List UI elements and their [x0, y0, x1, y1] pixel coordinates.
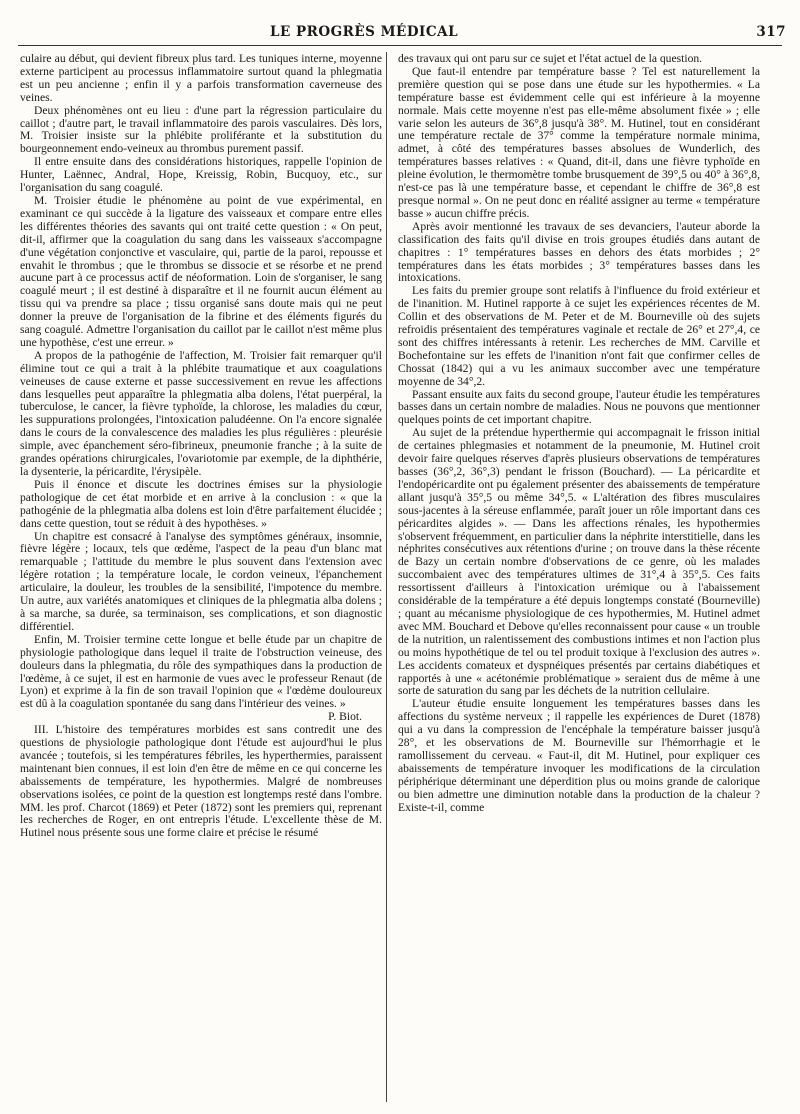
right-column	[398, 53, 760, 1105]
journal-title: LE PROGRÈS MÉDICAL	[270, 24, 459, 40]
column-divider	[386, 52, 387, 1102]
header-rule	[18, 45, 782, 46]
paragraph: Les faits du premier groupe sont relatifs à l'influence du froid extérieur et de l'inanition. M. Hutinel rapporte à ce sujet les expériences récentes de M. Collin et des observations de M. Peter et de M. Bourneville où des sujets refroidis présentaient des températures vaginale et rectale de 26° et 27°,4, ce sont des chiffres intéressants à retenir. Les recherches de MM. Carville et Bochefontaine sur les effets de l'inanition n'ont fait que confirmer celles de Chossat (1842) qui a vu les animaux succomber avec une température moyenne de 34°,2.	[398, 284, 760, 388]
paragraph: Deux phénomènes ont eu lieu : d'une part la régression particulaire du caillot ; d'autre part, le travail inflammatoire des parois vasculaires. Dès lors, M. Troisier insiste sur la phlébite proliférante et la substitution du bourgeonnement endo-veineux au thrombus purement passif.	[20, 103, 382, 156]
paragraph: Passant ensuite aux faits du second groupe, l'auteur étudie les températures basses dans un certain nombre de maladies. Nous ne pouvons que mentionner quelques points de cet important chapitre.	[398, 387, 760, 427]
paragraph: des travaux qui ont paru sur ce sujet et l'état actuel de la question.	[398, 53, 703, 65]
page-number: 317	[756, 24, 786, 40]
paragraph: L'auteur étudie ensuite longuement les températures basses dans les affections du système nerveux ; il rappelle les expériences de Duret (1878) qui a vu dans la compression de l'encéphale la température baisser jusqu'à 28°, et les observations de M. Bourneville sur l'hémorrhagie et le ramollissement du cerveau. « Faut-il, dit M. Hutinel, pour expliquer ces abaissements de température invoquer les modifications de la circulation périphérique déterminant une déperdition plus ou moins grande de calorique ou bien admettre une diminution notable dans la production de la chaleur ? Existe-t-il, comme	[398, 697, 760, 814]
running-header	[270, 24, 790, 42]
paragraph: Enfin, M. Troisier termine cette longue et belle étude par un chapitre de physiologie pathologique dans lequel il traite de l'obstruction veineuse, des douleurs dans la phlegmatia, du rôle des sympathiques dans la production de l'œdème, à ce sujet, il est en harmonie de vues avec le professeur Renaut (de Lyon) et exprime à la fin de son travail l'opinion que « l'œdème douloureux est dû à la coagulation spontanée du sang dans l'intérieur des veines. »	[20, 632, 382, 711]
paragraph: Il entre ensuite dans des considérations historiques, rappelle l'opinion de Hunter, Laënnec, Andral, Hope, Kreissig, Robin, Bucquoy, etc., sur l'organisation du sang coagulé.	[20, 155, 382, 195]
paragraph: Que faut-il entendre par température basse ? Tel est naturellement la première question qui se pose dans une étude sur les hypothermies. « La température basse est évidemment celle qui est inférieure à la moyenne normale. Mais cette moyenne n'est pas elle-même absolument fixée » ; elle varie selon les auteurs de 36°,8 jusqu'à 38°. M. Hutinel, tout en considérant une température rectale de 37° comme la température normale minima, admet, à côté des températures basses absolues de Wunderlich, des températures basses relatives : « Quand, dit-il, dans une fièvre typhoïde en pleine évolution, le thermomètre tombe brusquement de 39°,5 ou 40° à 36°,8, n'est-ce pas là une température basse, et cependant le chiffre de 36°,8 est presque normal ». On ne peut donc en réalité assigner au terme « température basse » aucun chiffre précis.	[398, 64, 760, 220]
paragraph: Un chapitre est consacré à l'analyse des symptômes généraux, insomnie, fièvre légère ; locaux, tels que œdème, l'aspect de la peau d'un blanc mat remarquable ; l'attitude du membre le plus souvent dans l'extension avec légère rotation ; la température locale, le cordon veineux, l'épanchement articulaire, la douleur, les troubles de la sensibilité, l'impotence du membre. Un autre, aux variétés anatomiques et cliniques de la phlegmatia alba dolens ; à sa marche, sa durée, sa terminaison, ses complications, et son diagnostic différentiel.	[20, 529, 382, 633]
section-paragraph: III. L'histoire des températures morbides est sans contredit une des questions de physiologie pathologique dont l'étude est aujourd'hui le plus avancée ; toutefois, si les températures fébriles, les hyperthermies, paraissent maintenant bien connues, il est loin d'en être de même en ce qui concerne les abaissements de température, les hypothermies. Malgré de nombreuses observations isolées, ce point de la question est longtemps resté dans l'ombre. MM. les prof. Charcot (1869) et Peter (1872) sont les premiers qui, reprenant les recherches de Roger, en ont entrepris l'étude. L'excellente thèse de M. Hutinel nous présente sous une forme claire et précise le résumé	[20, 723, 382, 840]
paragraph: Après avoir mentionné les travaux de ses devanciers, l'auteur aborde la classification des faits qu'il divise en trois groupes étudiés dans autant de chapitres : 1° températures basses en dehors des états morbides ; 2° températures dans les états morbides ; 3° températures basses dans les intoxications.	[398, 219, 760, 285]
author-signature: P. Biot.	[328, 710, 362, 724]
paragraph: Au sujet de la prétendue hyperthermie qui accompagnait le frisson initial de certaines phlegmasies et notamment de la pneumonie, M. Hutinel croit devoir faire quelques réserves d'après plusieurs observations de températures basses (36°,2, 36°,3) pendant le frisson (Bouchard). — La péricardite et l'endopéricardite ont pu également présenter des abaissements de température allant jusqu'à 35°,5 ou même 34°,5. « L'altération des fibres musculaires sous-jacentes à la séreuse enflammée, paraît jouer un rôle important dans ces péricardites algides ». — Dans les affections rénales, les hypothermies s'observent fréquemment, en particulier dans la néphrite interstitielle, dans les néphrites consécutives aux rétentions d'urine ; on trouve dans la thèse récente de Bazy un certain nombre d'observations de ce genre, où les malades succombaient avec des températures ultimes de 31°,4 à 35°,5. Ces faits ressortissent d'ailleurs à l'intoxication urémique ou à l'abaissement considérable de la température a été depuis longtemps constaté (Bourneville) ; quant au mécanisme physiologique de ces hypothermies, M. Hutinel admet avec MM. Bouchard et Debove qu'elles reconnaissent pour cause « un trouble de la nutrition, un ralentissement des combustions intimes et non l'action plus ou moins hypothétique de tel ou tel produit toxique à l'exclusion des autres ». Les accidents comateux et dyspnéiques présentés par certains diabétiques et rapportés à une « acétonémie problématique » seraient dus de même à une sorte de saturation du sang par les déchets de la nutrition cellulaire.	[398, 426, 760, 698]
paragraph: M. Troisier étudie le phénomène au point de vue expérimental, en examinant ce qui succède à la ligature des vaisseaux et compare entre elles les différentes théories des savants qui ont traité cette question : « On peut, dit-il, affirmer que la coagulation du sang dans les vaisseaux s'accompagne d'une végétation conjonctive et vasculaire, qui, partie de la paroi, repousse et envahit le thrombus ; que le thrombus se dissocie et se résorbe et ne prend aucune part à ce processus actif de néoformation. Loin de s'organiser, le sang coagulé meurt ; il est destiné à disparaître et il ne fournit aucun élément au tissu qui va prendre sa place ; tissu organisé sans doute mais qui ne peut donner la preuve de l'organisation de la fibrine et des éléments figurés du sang coagulé. Admettre l'organisation du caillot par le caillot n'est même plus une hypothèse, c'est une erreur. »	[20, 193, 382, 349]
left-column	[20, 53, 382, 1105]
paragraph: A propos de la pathogénie de l'affection, M. Troisier fait remarquer qu'il élimine tout ce qui a trait à la phlébite traumatique et aux coagulations veineuses de cause externe et passe successivement en revue les affections dans lesquelles peut apparaître la phlegmatia alba dolens, l'état puerpéral, la tuberculose, le cancer, la fièvre typhoïde, la chlorose, les maladies du cœur, les suppurations prolongées, l'intoxication paludéenne. On l'a encore signalée dans le cours de la convalescence des maladies les plus régulières : pleurésie simple, avec épanchement séro-fibrineux, pneumonie franche ; à la suite de grandes opérations chirurgicales, l'ovariotomie par exemple, de la diphthérie, la dysenterie, la péricardite, l'érysipèle.	[20, 348, 382, 478]
paragraph: culaire au début, qui devient fibreux plus tard. Les tuniques interne, moyenne externe participent au processus inflammatoire surtout quand la phlegmatia est un peu ancienne ; enfin il y a parfois transformation caverneuse des veines.	[20, 53, 382, 104]
paragraph: Puis il énonce et discute les doctrines émises sur la physiologie pathologique de cet état morbide et en arrive à la conclusion : « que la pathogénie de la phlegmatia alba dolens est loin d'être parfaitement élucidée ; dans cette question, tout se réduit à des hypothèses. »	[20, 477, 382, 530]
